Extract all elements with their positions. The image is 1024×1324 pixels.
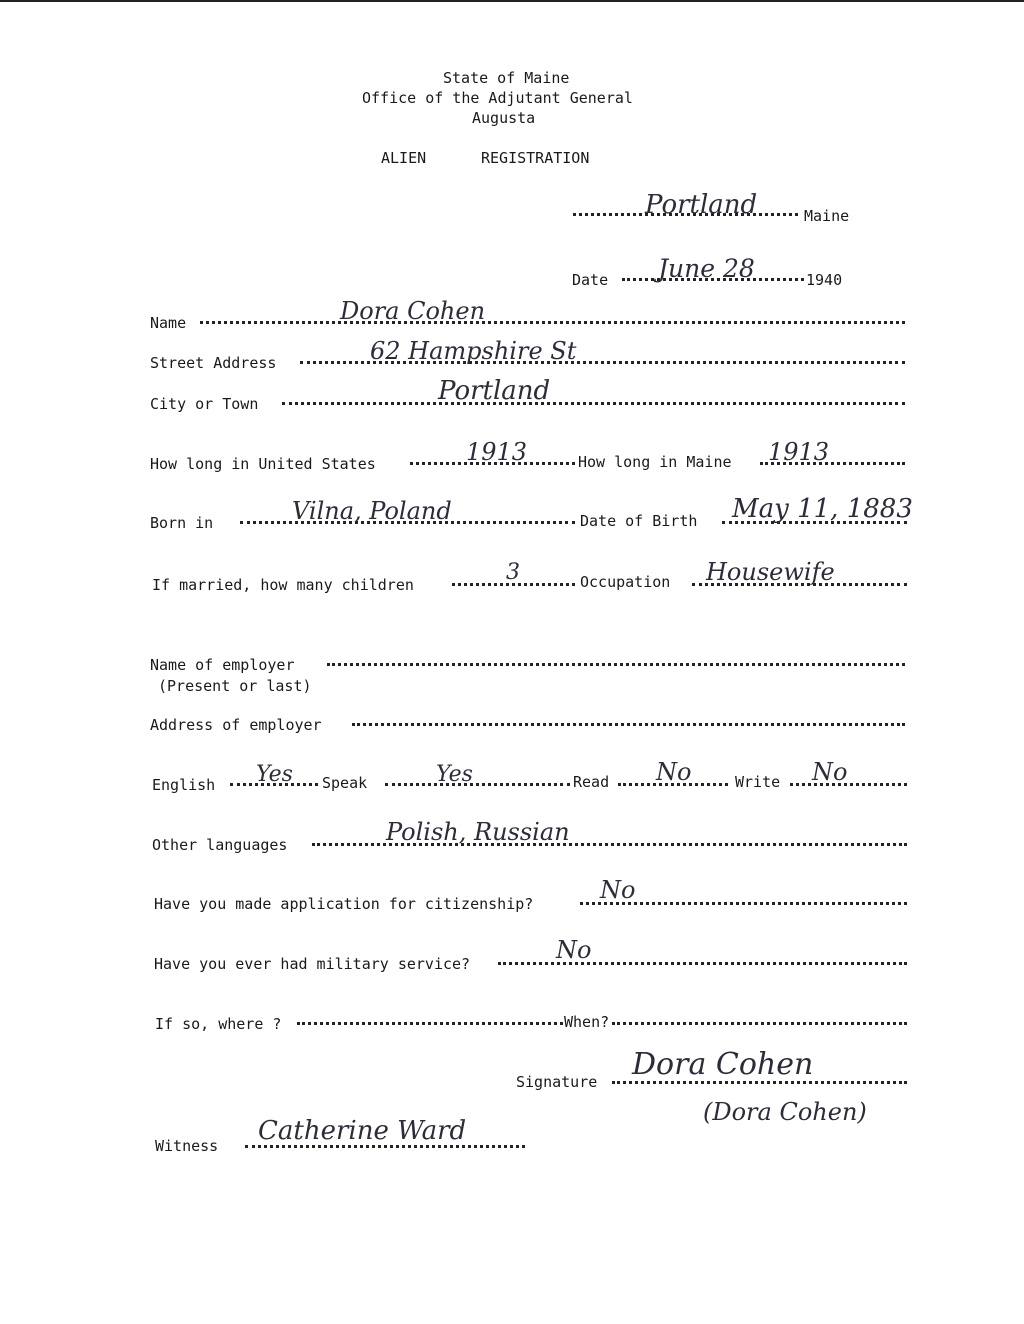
- form-title-alien: ALIEN: [381, 149, 427, 167]
- dob-label: Date of Birth: [580, 512, 698, 530]
- speak-value: Yes: [436, 762, 473, 787]
- street-label: Street Address: [150, 354, 277, 372]
- us-years-label: How long in United States: [150, 455, 376, 473]
- place-suffix: Maine: [804, 207, 850, 225]
- speak-dots: [385, 783, 570, 786]
- english-value: Yes: [256, 762, 293, 787]
- occupation-label: Occupation: [580, 573, 671, 591]
- header-city: Augusta: [472, 109, 536, 127]
- city-label: City or Town: [150, 395, 259, 413]
- us-years-value: 1913: [466, 438, 528, 466]
- employer-label: Name of employer: [150, 656, 295, 674]
- write-label: Write: [735, 773, 781, 791]
- signature-printed: (Dora Cohen): [703, 1098, 867, 1126]
- write-dots: [790, 783, 907, 786]
- signature-label: Signature: [516, 1073, 598, 1091]
- header-state: State of Maine: [443, 69, 570, 87]
- other-languages-value: Polish, Russian: [386, 818, 570, 846]
- maine-years-value: 1913: [768, 438, 830, 466]
- employer-address-label: Address of employer: [150, 716, 322, 734]
- header-office: Office of the Adjutant General: [362, 89, 633, 107]
- military-label: Have you ever had military service?: [154, 955, 471, 973]
- dob-value: May 11, 1883: [732, 494, 913, 524]
- children-label: If married, how many children: [152, 576, 414, 594]
- city-value: Portland: [438, 376, 551, 406]
- occupation-value: Housewife: [706, 558, 835, 586]
- employer-address-dots: [352, 723, 905, 726]
- maine-years-label: How long in Maine: [578, 453, 732, 471]
- form-title-registration: REGISTRATION: [481, 149, 590, 167]
- place-value: Portland: [645, 190, 758, 220]
- name-dots: [200, 321, 905, 324]
- when-label: When?: [564, 1013, 610, 1031]
- citizenship-value: No: [600, 876, 636, 904]
- citizenship-label: Have you made application for citizenship?: [154, 895, 534, 913]
- speak-label: Speak: [322, 774, 368, 792]
- read-value: No: [656, 758, 692, 786]
- children-value: 3: [506, 560, 520, 585]
- signature-value: Dora Cohen: [632, 1047, 814, 1082]
- witness-value: Catherine Ward: [258, 1116, 467, 1146]
- name-value: Dora Cohen: [340, 297, 486, 325]
- where-dots: [297, 1022, 563, 1025]
- other-languages-label: Other languages: [152, 836, 288, 854]
- city-dots: [282, 402, 905, 405]
- born-in-label: Born in: [150, 514, 214, 532]
- name-label: Name: [150, 314, 187, 332]
- date-value: June 28: [658, 254, 755, 283]
- date-label: Date: [572, 271, 609, 289]
- date-year: 1940: [806, 271, 843, 289]
- born-in-value: Vilna, Poland: [292, 497, 452, 525]
- when-dots: [612, 1022, 907, 1025]
- write-value: No: [812, 758, 848, 786]
- where-label: If so, where ?: [155, 1015, 282, 1033]
- employer-sublabel: (Present or last): [158, 677, 312, 695]
- employer-dots: [327, 663, 905, 666]
- street-value: 62 Hampshire St: [370, 337, 577, 365]
- read-label: Read: [573, 773, 610, 791]
- english-label: English: [152, 776, 216, 794]
- military-value: No: [556, 936, 592, 964]
- witness-label: Witness: [155, 1137, 219, 1155]
